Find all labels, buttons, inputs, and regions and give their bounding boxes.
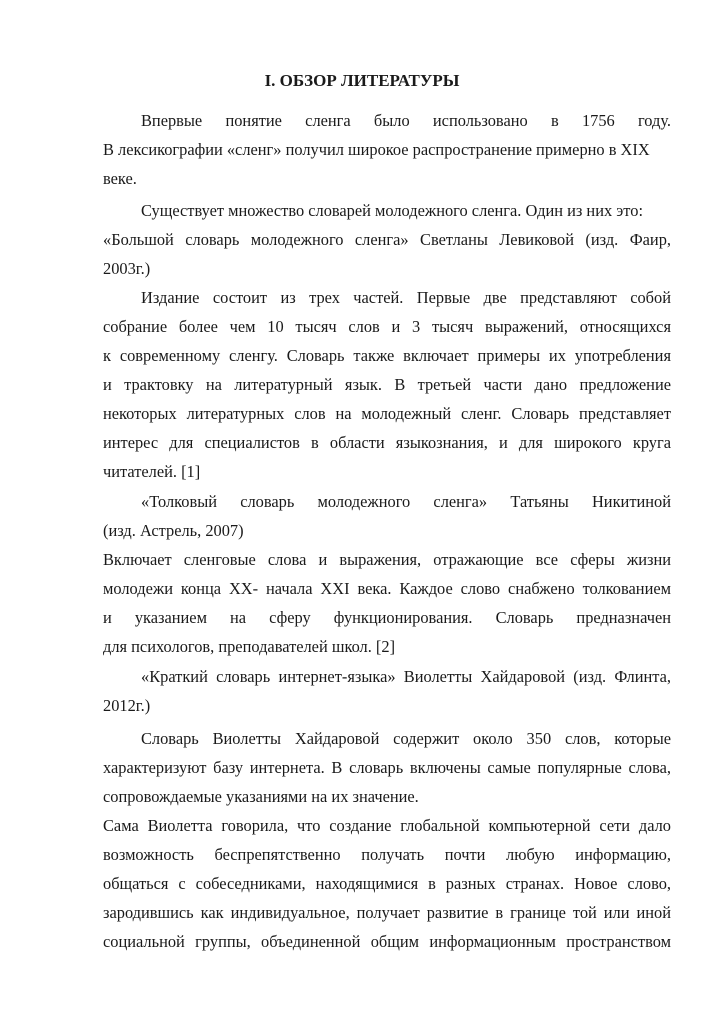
text-line: Издание состоит из трех частей. Первые две представляют собой bbox=[141, 288, 671, 307]
text-line: возможность беспрепятственно получать почти любую информацию, bbox=[103, 845, 671, 864]
paragraph-violetta-quote bbox=[103, 811, 671, 956]
text-line: (изд. Астрель, 2007) bbox=[103, 521, 244, 540]
paragraph-nikitina-title bbox=[103, 487, 671, 545]
text-line: к современному сленгу. Словарь также включает примеры их употребления bbox=[103, 346, 671, 365]
paragraph-nikitina-description bbox=[103, 545, 671, 661]
text-line: «Краткий словарь интернет-языка» Виолетты Хайдаровой (изд. Флинта, bbox=[141, 667, 671, 686]
text-line: Сама Виолетта говорила, что создание глобальной компьютерной сети дало bbox=[103, 816, 671, 835]
text-line: «Толковый словарь молодежного сленга» Татьяны Никитиной bbox=[141, 492, 671, 511]
text-line: Существует множество словарей молодежного сленга. Один из них это: bbox=[141, 201, 643, 220]
text-line: сопровождаемые указаниями на их значение. bbox=[103, 787, 419, 806]
text-line: молодежи конца XX- начала XXI века. Каждое слово снабжено толкованием bbox=[103, 579, 671, 598]
text-line: Включает сленговые слова и выражения, отражающие все сферы жизни bbox=[103, 550, 671, 569]
text-line: 2003г.) bbox=[103, 259, 151, 278]
paragraph-slang-origin bbox=[103, 106, 671, 193]
text-line: интерес для специалистов в области языкознания, и для широкого круга bbox=[103, 433, 671, 452]
paragraph-levikova-description bbox=[103, 283, 671, 486]
text-line: некоторых литературных слов на молодежный сленг. Словарь представляет bbox=[103, 404, 671, 423]
text-line: Впервые понятие сленга было использовано в 1756 году. bbox=[141, 111, 671, 130]
section-title: I. ОБЗОР ЛИТЕРАТУРЫ bbox=[264, 71, 460, 90]
text-line: социальной группы, объединенной общим информационным пространством bbox=[103, 932, 671, 951]
text-line: зародившись как индивидуальное, получает развитие в границе той или иной bbox=[103, 903, 671, 922]
text-line: общаться с собеседниками, находящимися в разных странах. Новое слово, bbox=[103, 874, 671, 893]
text-line: характеризуют базу интернета. В словарь включены самые популярные слова, bbox=[103, 758, 671, 777]
text-line: собрание более чем 10 тысяч слов и 3 тысяч выражений, относящихся bbox=[103, 317, 671, 336]
text-line: 2012г.) bbox=[103, 696, 151, 715]
text-line: веке. bbox=[103, 169, 137, 188]
text-line: для психологов, преподавателей школ. [2] bbox=[103, 637, 396, 656]
text-line: читателей. [1] bbox=[103, 462, 201, 481]
paragraph-dictionaries-intro bbox=[103, 196, 671, 283]
text-line: «Большой словарь молодежного сленга» Светланы Левиковой (изд. Фаир, bbox=[103, 230, 671, 249]
text-line: и указанием на сферу функционирования. Словарь предназначен bbox=[103, 608, 671, 627]
text-line: В лексикографии «сленг» получил широкое распространение примерно в XIX bbox=[103, 140, 650, 159]
paragraph-khaidarova-description bbox=[103, 724, 671, 811]
paragraph-khaidarova-title bbox=[103, 662, 671, 720]
text-line: Словарь Виолетты Хайдаровой содержит около 350 слов, которые bbox=[141, 729, 671, 748]
text-line: и трактовку на литературный язык. В третьей части дано предложение bbox=[103, 375, 671, 394]
